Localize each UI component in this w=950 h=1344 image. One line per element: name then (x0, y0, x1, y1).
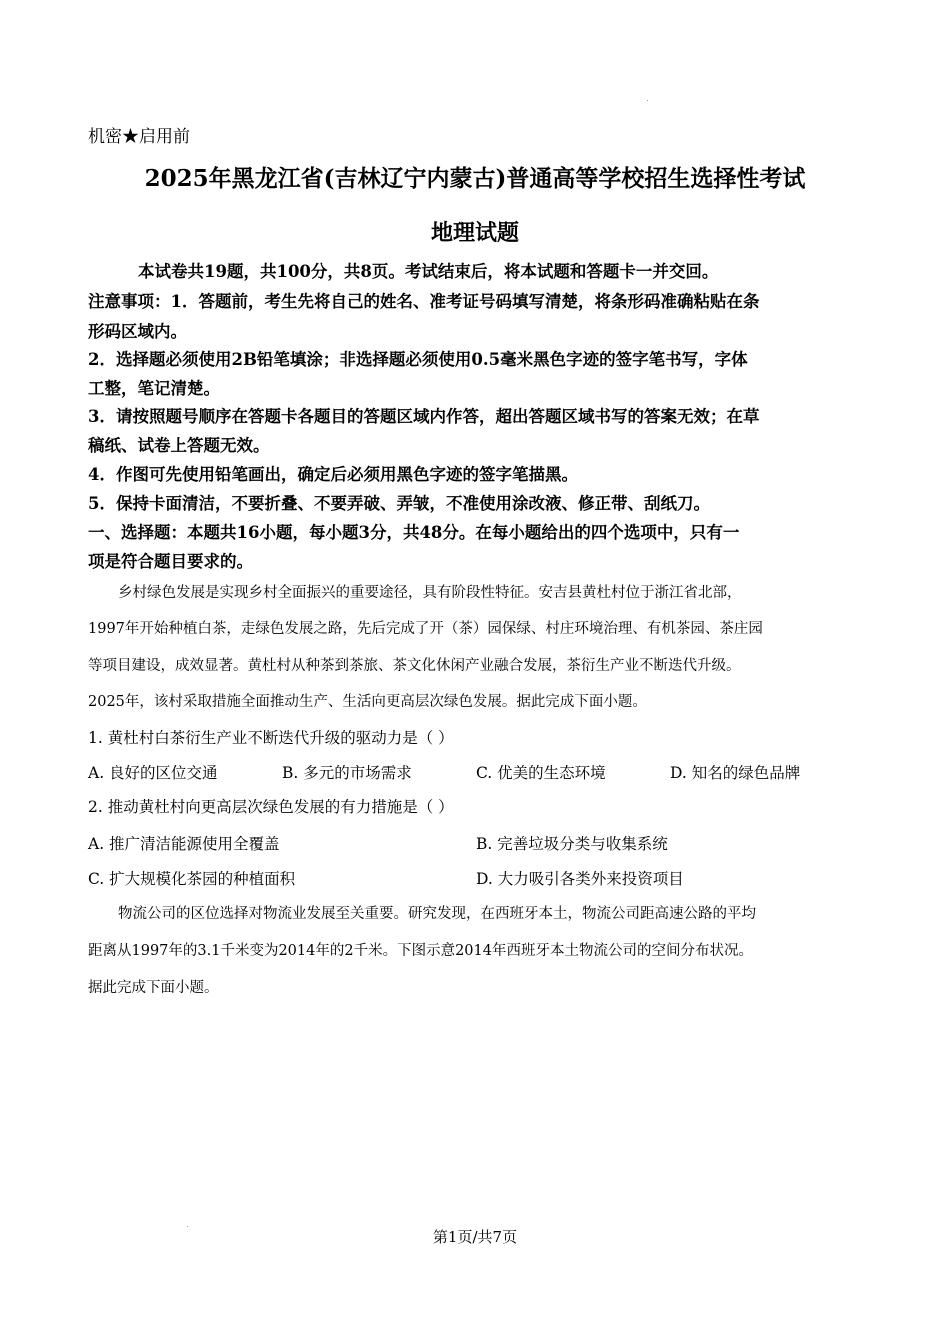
subject-title: 地理试题 (430, 220, 519, 246)
exam-intro: 本试卷共19题，共100分，共8页。考试结束后，将本试题和答题卡一并交回。 (138, 262, 719, 281)
question-1-stem: 1. 黄杜村白茶衍生产业不断迭代升级的驱动力是（ ） (88, 729, 454, 747)
notice-3-line-1: 3．请按照题号顺序在答题卡各题目的答题区域内作答，超出答题区域书写的答案无效；在草 (88, 407, 760, 426)
notice-1-line-2: 形码区域内。 (88, 322, 187, 341)
confidential-label: 机密★启用前 (88, 127, 190, 147)
passage-1-line-2: 1997年开始种植白茶，走绿色发展之路，先后完成了开（茶）园保绿、村庄环境治理、有机茶园、茶庄园 (88, 621, 763, 637)
notice-1-line-1: 注意事项：1．答题前，考生先将自己的姓名、准考证号码填写清楚，将条形码准确粘贴在条 (88, 292, 760, 311)
question-2-option-a[interactable]: A. 推广清洁能源使用全覆盖 (88, 835, 280, 853)
notice-3-line-2: 稿纸、试卷上答题无效。 (88, 436, 270, 455)
passage-2-line-1: 物流公司的区位选择对物流业发展至关重要。研究发现，在西班牙本土，物流公司距高速公路的平均 (118, 906, 756, 922)
passage-1-line-4: 2025年，该村采取措施全面推动生产、生活向更高层次绿色发展。据此完成下面小题。 (88, 694, 647, 710)
scan-speck (647, 100, 648, 101)
question-2-option-d[interactable]: D. 大力吸引各类外来投资项目 (476, 870, 684, 888)
notice-2-line-1: 2．选择题必须使用2B铅笔填涂；非选择题必须使用0.5毫米黑色字迹的签字笔书写，字体 (88, 350, 748, 369)
exam-title: 2025年黑龙江省(吉林辽宁内蒙古)普通高等学校招生选择性考试 (144, 165, 806, 192)
question-1-option-d[interactable]: D. 知名的绿色品牌 (670, 764, 801, 782)
section-heading-line-1: 一、选择题：本题共16小题，每小题3分，共48分。在每小题给出的四个选项中，只有一 (88, 523, 740, 542)
notice-2-line-2: 工整，笔记清楚。 (88, 379, 220, 398)
question-1-option-c[interactable]: C. 优美的生态环境 (476, 764, 606, 782)
section-heading-line-2: 项是符合题目要求的。 (88, 552, 253, 571)
passage-1-line-3: 等项目建设，成效显著。黄杜村从种茶到茶旅、茶文化休闲产业融合发展，茶衍生产业不断迭代升级。 (88, 658, 741, 674)
question-2-stem: 2. 推动黄杜村向更高层次绿色发展的有力措施是（ ） (88, 798, 454, 816)
question-2-option-b[interactable]: B. 完善垃圾分类与收集系统 (476, 835, 668, 853)
passage-2-line-3: 据此完成下面小题。 (88, 980, 219, 996)
passage-1-line-1: 乡村绿色发展是实现乡村全面振兴的重要途径，具有阶段性特征。安吉县黄杜村位于浙江省北部， (118, 585, 742, 601)
question-1-option-a[interactable]: A. 良好的区位交通 (88, 764, 218, 782)
page-number: 第1页/共7页 (432, 1228, 518, 1246)
passage-2-line-2: 距离从1997年的3.1千米变为2014年的2千米。下图示意2014年西班牙本土物流公司的空间分布状况。 (88, 943, 753, 959)
question-1-option-b[interactable]: B. 多元的市场需求 (282, 764, 412, 782)
notice-4: 4．作图可先使用铅笔画出，确定后必须用黑色字迹的签字笔描黑。 (88, 465, 578, 484)
question-2-option-c[interactable]: C. 扩大规模化茶园的种植面积 (88, 870, 296, 888)
notice-5: 5．保持卡面清洁，不要折叠、不要弄破、弄皱，不准使用涂改液、修正带、刮纸刀。 (88, 494, 710, 513)
